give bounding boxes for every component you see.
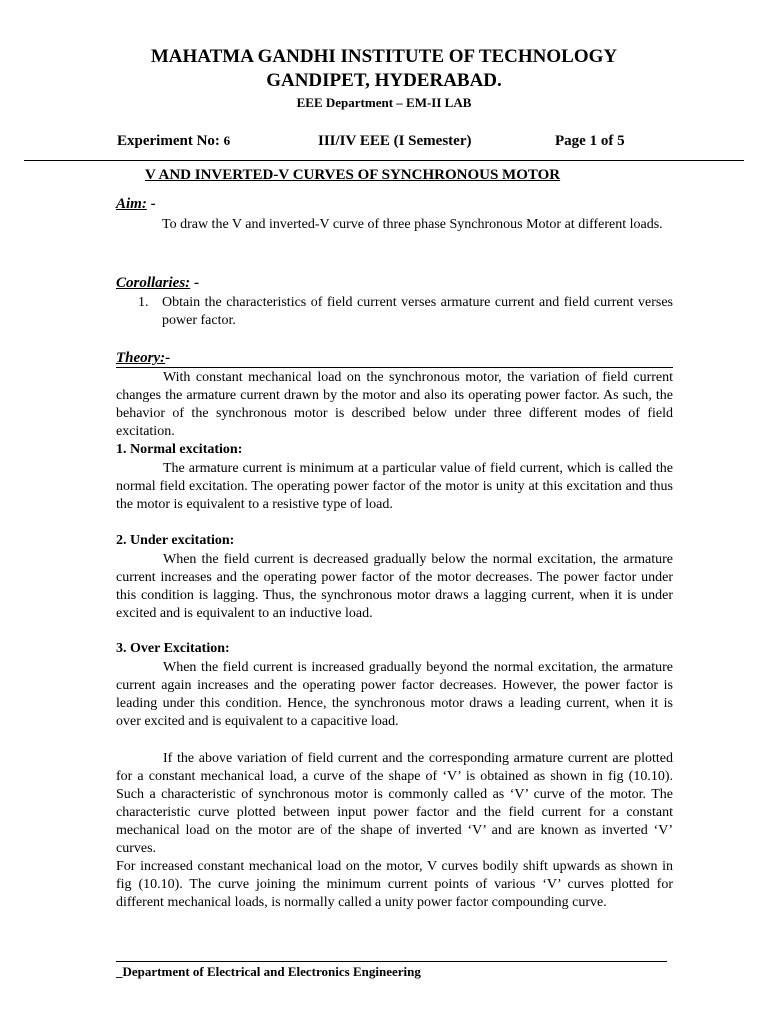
corollaries-heading (116, 275, 199, 292)
mode-title-normal: 1. Normal excitation: (116, 442, 243, 457)
experiment-value: 6 (223, 133, 231, 148)
corollary-item-number: 1. (138, 295, 149, 310)
corollaries-heading-suffix: - (190, 275, 199, 291)
document-title: V AND INVERTED-V CURVES OF SYNCHRONOUS MOTOR (145, 167, 561, 183)
institute-name: MAHATMA GANDHI INSTITUTE OF TECHNOLOGY (150, 46, 618, 67)
corollaries-heading-label: Corollaries: (116, 275, 191, 291)
aim-text: To draw the V and inverted-V curve of three phase Synchronous Motor at different loads. (162, 217, 663, 232)
theory-heading-label: Theory: (116, 350, 166, 366)
corollary-item-text: Obtain the characteristics of field current verses armature current and field current verses power factor. (162, 295, 673, 328)
aim-heading-suffix: - (146, 196, 156, 212)
header-divider (24, 160, 744, 161)
aim-heading-label: Aim: (116, 196, 147, 212)
footer-text: _Department of Electrical and Electronics Engineering (116, 964, 421, 979)
aim-heading (116, 196, 156, 213)
shift-paragraph: For increased constant mechanical load on the motor, V curves bodily shift upwards as shown in fig (10.10). The curve joining the minimum current points of various ‘V’ curves plotted for different mechanical loads, is normally called a unity power factor compounding curve. (116, 859, 673, 910)
vcurve-paragraph: If the above variation of field current and the corresponding armature current are plotted for a constant mechanical load, a curve of the shape of ‘V’ is obtained as shown in fig (10.10). Such a characteristic of synchronous motor is commonly called as ‘V’ curve of the motor. The characteristic curve plotted between input power factor and the field current for a constant mechanical load on the motor are of the shape of inverted ‘V’ and are known as inverted ‘V’ curves. (116, 751, 673, 856)
institute-location: GANDIPET, HYDERABAD. (266, 70, 502, 91)
mode-text-over: When the field current is increased gradually beyond the normal excitation, the armature current again increases and the operating power factor decreases. However, the power factor is leading under this condition. Hence, the synchronous motor draws a leading current, when it is over excited and is equivalent to a capacitive load. (116, 660, 673, 729)
page-indicator: Page 1 of 5 (555, 133, 625, 149)
mode-text-normal: The armature current is minimum at a particular value of field current, which is called the normal field excitation. The operating power factor of the motor is unity at this excitation and thus the motor is equivalent to a resistive type of load. (116, 461, 673, 512)
theory-intro: With constant mechanical load on the synchronous motor, the variation of field current changes the armature current drawn by the motor and also its operating power factor. As such, the behavior of the synchronous motor is described below under three different modes of field excitation. (116, 370, 673, 439)
mode-title-under: 2. Under excitation: (116, 533, 235, 548)
experiment-label: Experiment No: (117, 133, 224, 149)
experiment-number (117, 133, 230, 150)
footer-divider (116, 961, 667, 962)
semester-label: III/IV EEE (I Semester) (318, 133, 472, 149)
theory-heading (116, 349, 673, 368)
department-line: EEE Department – EM-II LAB (296, 95, 472, 110)
theory-heading-suffix: - (165, 350, 171, 366)
mode-title-over: 3. Over Excitation: (116, 641, 230, 656)
mode-text-under: When the field current is decreased gradually below the normal excitation, the armature current increases and the operating power factor of the motor decreases. The power factor under this condition is lagging. Thus, the synchronous motor draws a lagging current, when it is under excited and is equivalent to an inductive load. (116, 552, 673, 621)
